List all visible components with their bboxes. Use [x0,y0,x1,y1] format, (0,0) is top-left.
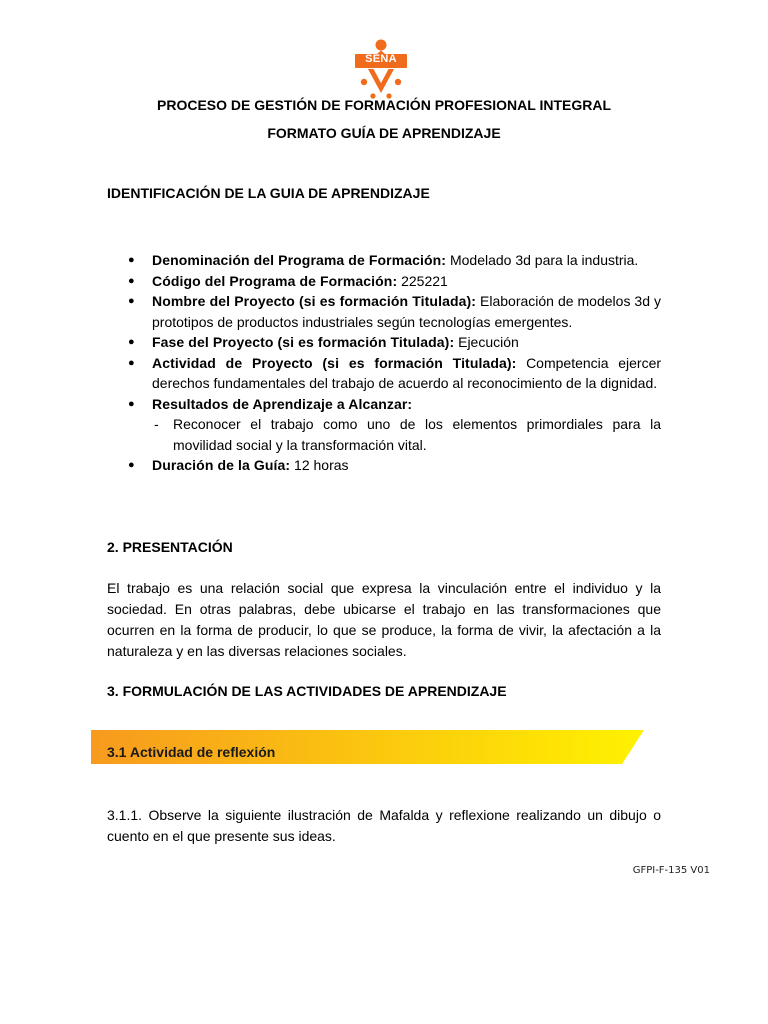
item-value: Competencia ejercer derechos fundamentales del trabajo de acuerdo al reconocimiento de la dignidad. [152,354,662,391]
item-label: Nombre del Proyecto (si es formación Titulada): [152,293,477,309]
presentation-paragraph: El trabajo es una relación social que expresa la vinculación entre el individuo y la sociedad. En otras palabras, debe ubicarse el trabajo en las transformaciones que ocurren en la forma de producir, lo que se produce, la forma de vivir, la afectación a la naturaleza y en las diversas relaciones sociales. [107,580,661,659]
presentation-heading: 2. PRESENTACIÓN [107,539,233,555]
item-label: Código del Programa de Formación: [152,272,398,289]
item-label: Actividad de Proyecto (si es formación Titulada): [152,354,517,371]
activity-banner-label: 3.1 Actividad de reflexión [107,744,276,760]
activity-banner [91,730,644,764]
activity-instruction: 3.1.1. Observe la siguiente ilustración de Mafalda y reflexione realizando un dibujo o cuento en el que presente sus ideas. [107,807,661,844]
identification-heading: IDENTIFICACIÓN DE LA GUIA DE APRENDIZAJE [107,185,430,201]
sena-logo-graphic [351,38,411,100]
document-title: PROCESO DE GESTIÓN DE FORMACIÓN PROFESIONAL INTEGRAL [157,97,611,113]
item-label: Resultados de Aprendizaje a Alcanzar: [152,395,413,412]
learning-result-subitem: - Reconocer el trabajo como uno de los elementos primordiales para la movilidad social y la transformación vital. [152,414,661,455]
item-value: 12 horas [290,457,349,473]
item-value: 225221 [397,272,448,289]
formulation-heading: 3. FORMULACIÓN DE LAS ACTIVIDADES DE APRENDIZAJE [107,683,507,699]
item-label: Duración de la Guía: [152,457,291,473]
list-item-duration [152,455,661,476]
list-item-learning-results [152,394,661,415]
list-item-project-name [152,291,661,332]
item-value: Modelado 3d para la industria. [446,252,639,268]
sena-logo [351,38,411,100]
item-value: Ejecución [454,334,519,350]
item-value: Elaboración de modelos 3d y prototipos de productos industriales según tecnologías emergentes. [152,293,661,330]
identification-list [152,250,661,476]
list-item-program-code [152,271,661,292]
document-subtitle: FORMATO GUÍA DE APRENDIZAJE [267,125,501,141]
form-code: GFPI-F-135 V01 [632,865,710,876]
sena-logo-text: SENA [365,53,397,65]
item-label: Denominación del Programa de Formación: [152,252,447,268]
list-item-project-activity [152,353,661,394]
item-label: Fase del Proyecto (si es formación Titulada): [152,334,455,350]
list-item-project-phase [152,332,661,353]
list-item-program-name [152,250,661,271]
